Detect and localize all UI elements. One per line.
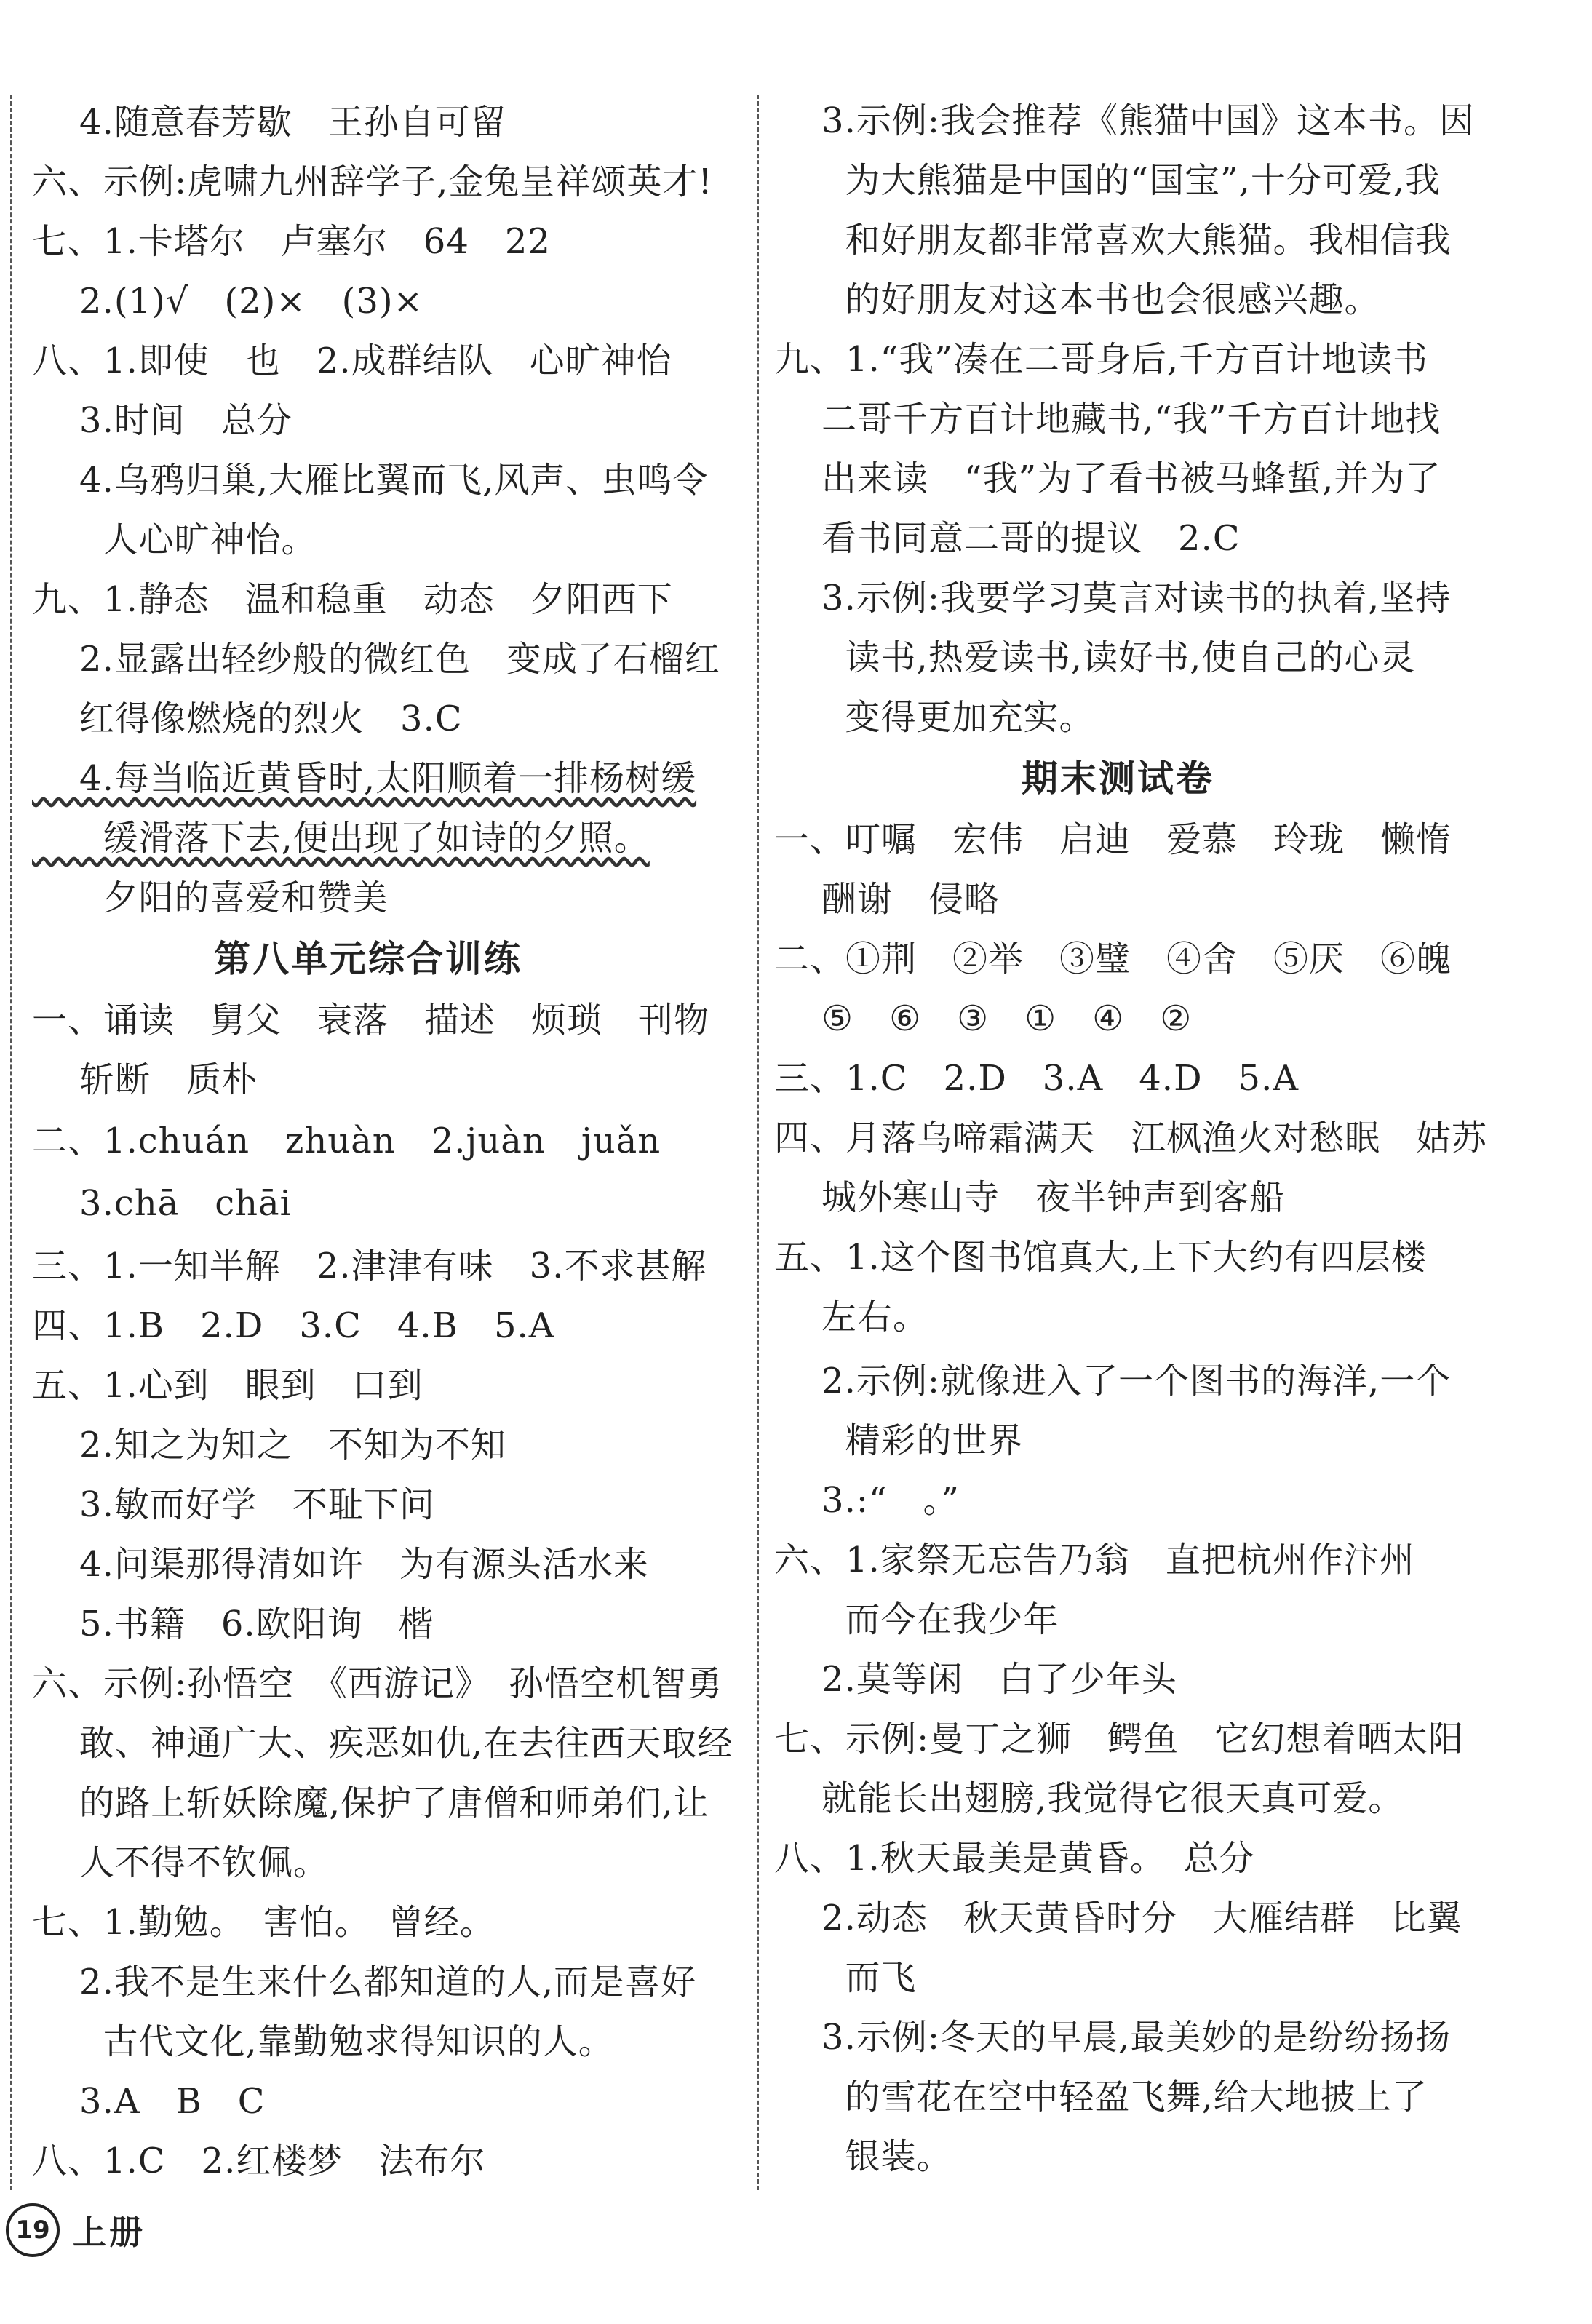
text-line: 六、1.家祭无忘告乃翁 直把杭州作汴州 [774, 1540, 1415, 1580]
text-line: 夕阳的喜爱和赞美 [32, 878, 389, 918]
text-line: 六、示例:孙悟空 《西游记》 孙悟空机智勇 [32, 1663, 723, 1704]
text-line: 读书,热爱读书,读好书,使自己的心灵 [774, 637, 1416, 678]
text-line: 3.示例:我要学习莫言对读书的执着,坚持 [774, 578, 1452, 618]
text-line: ⑤ ⑥ ③ ① ④ ② [774, 998, 1193, 1039]
text-line: 一、叮嘱 宏伟 启迪 爱慕 玲珑 懒惰 [774, 819, 1452, 860]
text-line: 而今在我少年 [774, 1599, 1059, 1640]
text-line: 九、1.静态 温和稳重 动态 夕阳西下 [32, 579, 673, 620]
text-line: 为大熊猫是中国的“国宝”,十分可爱,我 [774, 160, 1441, 201]
text-line: 看书同意二哥的提议 2.C [774, 518, 1241, 559]
text-line: 就能长出翅膀,我觉得它很天真可爱。 [774, 1778, 1404, 1819]
text-line: 和好朋友都非常喜欢大熊猫。我相信我 [774, 220, 1452, 260]
text-line: 5.书籍 6.欧阳询 楷 [32, 1604, 434, 1644]
text-line: 2.我不是生来什么都知道的人,而是喜好 [32, 1962, 697, 2002]
section-heading: 第八单元综合训练 [214, 938, 522, 980]
text-line: 变得更加充实。 [774, 697, 1095, 738]
text-line: 敢、神通广大、疾恶如仇,在去往西天取经 [32, 1723, 733, 1764]
text-line: 2.知之为知之 不知为不知 [32, 1425, 506, 1465]
text-line: 酬谢 侵略 [774, 879, 1000, 920]
text-line: 二、①荆 ②举 ③璧 ④舍 ⑤厌 ⑥魄 [774, 939, 1452, 979]
underlined-sentence: 缓滑落下去,便出现了如诗的夕照。 [32, 818, 650, 859]
text-line: 而飞 [774, 1957, 917, 1998]
text-line: 的路上斩妖除魔,保护了唐僧和师弟们,让 [32, 1783, 709, 1823]
text-line: 2.示例:就像进入了一个图书的海洋,一个 [774, 1361, 1452, 1401]
text-line: 二、1.chuán zhuàn 2.juàn juǎn [32, 1121, 661, 1161]
text-line: 银装。 [774, 2136, 952, 2177]
text-line: 的雪花在空中轻盈飞舞,给大地披上了 [774, 2077, 1428, 2117]
text-line: 八、1.秋天最美是黄昏。 总分 [774, 1838, 1255, 1879]
text-line: 八、1.C 2.红楼梦 法布尔 [32, 2141, 486, 2181]
text-line: 五、1.这个图书馆真大,上下大约有四层楼 [774, 1237, 1428, 1278]
text-line: 四、1.B 2.D 3.C 4.B 5.A [32, 1305, 555, 1346]
text-line: 五、1.心到 眼到 口到 [32, 1365, 423, 1406]
page-number: 19 [6, 2203, 60, 2257]
text-line: 2.显露出轻纱般的微红色 变成了石榴红 [32, 639, 720, 680]
underlined-sentence: 4.每当临近黄昏时,太阳顺着一排杨树缓 [32, 758, 697, 799]
text-line: 六、示例:虎啸九州辞学子,金兔呈祥颂英才! [32, 162, 713, 202]
text-line: 2.莫等闲 白了少年头 [774, 1659, 1177, 1700]
text-line: 4.问渠那得清如许 为有源头活水来 [32, 1544, 649, 1585]
left-dashed-border [10, 95, 12, 2190]
text-line: 八、1.即使 也 2.成群结队 心旷神怡 [32, 341, 672, 381]
column-divider [757, 95, 759, 2190]
volume-label: 上册 [73, 2213, 146, 2252]
text-line: 人心旷神怡。 [32, 520, 317, 560]
page-footer [6, 2205, 146, 2256]
text-line: 七、1.勤勉。 害怕。 曾经。 [32, 1902, 495, 1943]
text-line: 九、1.“我”凑在二哥身后,千方百计地读书 [774, 339, 1429, 380]
text-line: 3.A B C [32, 2081, 266, 2122]
text-line: 3.示例:冬天的早晨,最美妙的是纷纷扬扬 [774, 2017, 1452, 2058]
text-line: 古代文化,靠勤勉求得知识的人。 [32, 2021, 614, 2062]
text-line: 一、诵读 舅父 衰落 描述 烦琐 刊物 [32, 1000, 710, 1040]
text-line: 3.示例:我会推荐《熊猫中国》这本书。因 [774, 100, 1476, 141]
text-line: 人不得不钦佩。 [32, 1842, 330, 1883]
text-line: 4.乌鸦归巢,大雁比翼而飞,风声、虫鸣令 [32, 460, 709, 501]
text-line: 出来读 “我”为了看书被马蜂蜇,并为了 [774, 458, 1441, 499]
text-line: 四、月落乌啼霜满天 江枫渔火对愁眠 姑苏 [774, 1118, 1488, 1158]
text-line: 三、1.C 2.D 3.A 4.D 5.A [774, 1058, 1300, 1099]
text-line: 2.(1)√ (2)× (3)× [32, 281, 423, 322]
text-line: 4.随意春芳歇 王孙自可留 [32, 102, 506, 143]
text-line: 二哥千方百计地藏书,“我”千方百计地找 [774, 399, 1441, 439]
text-line: 七、1.卡塔尔 卢塞尔 64 22 [32, 221, 551, 262]
text-line: 3.时间 总分 [32, 400, 292, 441]
text-line: 3.敏而好学 不耻下问 [32, 1484, 435, 1525]
text-line: 城外寒山寺 夜半钟声到客船 [774, 1177, 1286, 1218]
text-line: 2.动态 秋天黄昏时分 大雁结群 比翼 [774, 1898, 1462, 1938]
text-line: 3.chā chāi [32, 1183, 292, 1224]
text-line: 三、1.一知半解 2.津津有味 3.不求甚解 [32, 1246, 707, 1286]
text-line: 的好朋友对这本书也会很感兴趣。 [774, 279, 1380, 320]
text-line: 斩断 质朴 [32, 1059, 258, 1100]
text-line: 3.:“ 。” [774, 1480, 960, 1521]
text-line: 红得像燃烧的烈火 3.C [32, 699, 463, 739]
text-line: 左右。 [774, 1297, 929, 1337]
section-heading: 期末测试卷 [1022, 757, 1214, 800]
text-line: 七、示例:曼丁之狮 鳄鱼 它幻想着晒太阳 [774, 1719, 1465, 1759]
text-line: 精彩的世界 [774, 1420, 1024, 1461]
